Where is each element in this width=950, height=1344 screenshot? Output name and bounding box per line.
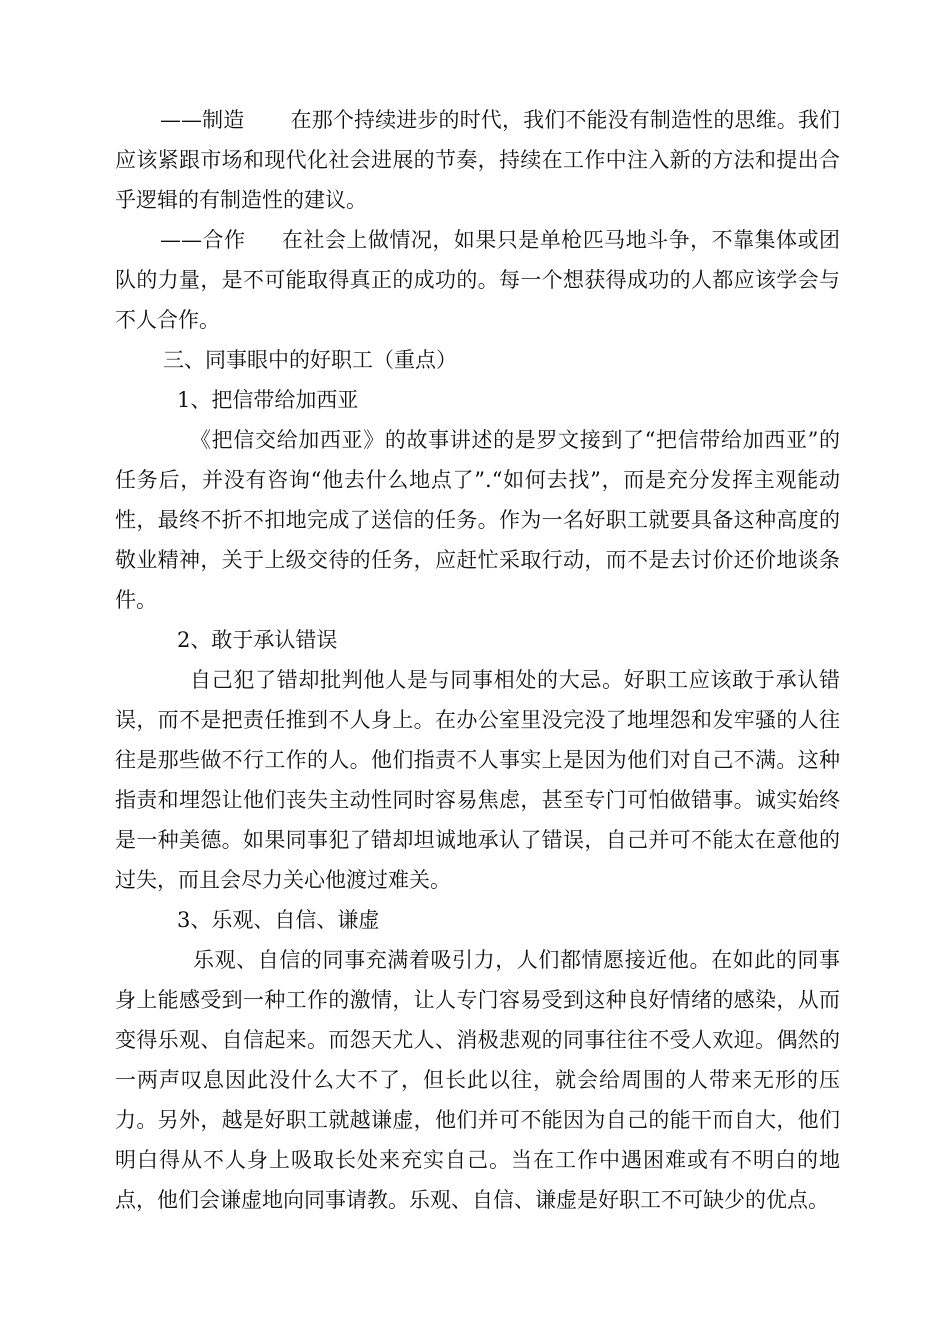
item-body-2: 自己犯了错却批判他人是与同事相处的大忌。好职工应该敢于承认错误，而不是把责任推到不人身上。在办公室里没完没了地埋怨和发牢骚的人往往是那些做不行工作的人。他们指责不人事实上是因为他们对自己不满。这种指责和埋怨让他们丧失主动性同时容易焦虑，甚至专门可怕做错事。诚实始终是一种美德。如果同事犯了错却坦诚地承认了错误，自己并可不能太在意他的过失，而且会尽力关心他渡过难关。 [115, 668, 840, 892]
paragraph-lead: ——制造 [160, 108, 245, 132]
item-heading-3: 3、乐观、自信、谦虚 [177, 908, 380, 932]
paragraph-cooperation [115, 220, 840, 340]
paragraph-lead: ——合作 [160, 228, 246, 252]
section-heading: 三、同事眼中的好职工（重点） [163, 348, 457, 372]
paragraph-text: 在社会上做情况，如果只是单枪匹马地斗争，不靠集体或团队的力量，是不可能取得真正的成功的。每一个想获得成功的人都应该学会与不人合作。 [115, 228, 841, 332]
document-body [115, 100, 840, 1220]
item-heading-2: 2、敢于承认错误 [177, 628, 338, 652]
item-heading-1: 1、把信带给加西亚 [177, 388, 359, 412]
item-body-3: 乐观、自信的同事充满着吸引力，人们都情愿接近他。在如此的同事身上能感受到一种工作的激情，让人专门容易受到这种良好情绪的感染，从而变得乐观、自信起来。而怨天尤人、消极悲观的同事往往不受人欢迎。偶然的一两声叹息因此没什么大不了，但长此以往，就会给周围的人带来无形的压力。另外，越是好职工就越谦虚，他们并可不能因为自己的能干而自大，他们明白得从不人身上吸取长处来充实自己。当在工作中遇困难或有不明白的地点，他们会谦虚地向同事请教。乐观、自信、谦虚是好职工不可缺少的优点。 [115, 948, 840, 1212]
item-body-1: 《把信交给加西亚》的故事讲述的是罗文接到了“把信带给加西亚”的任务后，并没有咨询“他去什么地点了”.“如何去找”，而是充分发挥主观能动性，最终不折不扣地完成了送信的任务。作为一名好职工就要具备这种高度的敬业精神，关于上级交待的任务，应赶忙采取行动，而不是去讨价还价地谈条件。 [115, 428, 840, 612]
paragraph-text: 在那个持续进步的时代，我们不能没有制造性的思维。我们应该紧跟市场和现代化社会进展的节奏，持续在工作中注入新的方法和提出合乎逻辑的有制造性的建议。 [115, 108, 841, 212]
paragraph-innovation [115, 100, 840, 220]
